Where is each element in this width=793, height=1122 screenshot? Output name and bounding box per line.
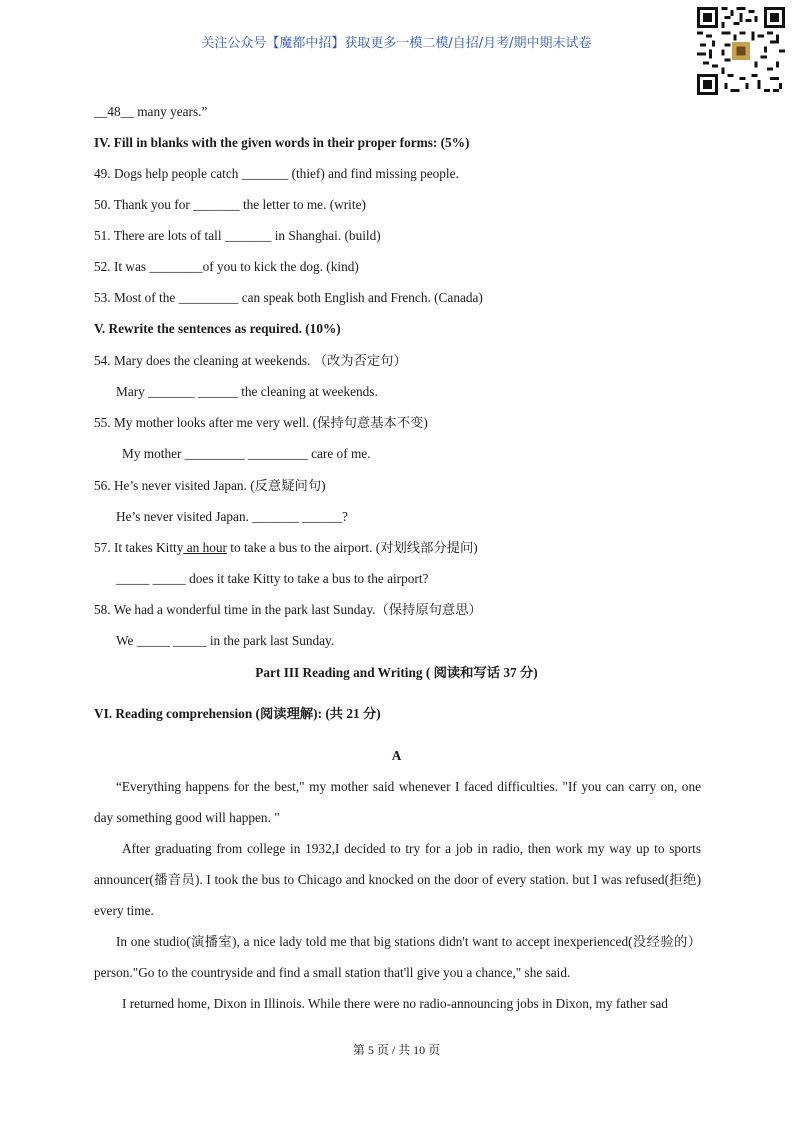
question-54: 54. Mary does the cleaning at weekends. （改为否定句）: [94, 353, 407, 368]
question-56-answer: He’s never visited Japan. _______ ______?: [116, 509, 348, 524]
continuation-line-48: __48__ many years.”: [94, 104, 208, 119]
part-iii-title: Part III Reading and Writing ( 阅读和写话 37 分): [255, 665, 538, 680]
qr-code-image: [697, 7, 785, 95]
question-54-answer: Mary _______ ______ the cleaning at weekends.: [116, 384, 378, 399]
question-55: 55. My mother looks after me very well. (保持句意基本不变): [94, 415, 428, 430]
question-50: 50. Thank you for _______ the letter to me. (write): [94, 197, 366, 212]
question-58: 58. We had a wonderful time in the park last Sunday.（保持原句意思）: [94, 602, 482, 617]
passage-label: A: [391, 748, 402, 763]
section-vi-title: VI. Reading comprehension (阅读理解): (共 21 分): [94, 706, 381, 721]
promo-header: 关注公众号【魔都中招】获取更多一模二模/自招/月考/期中期末试卷: [201, 36, 592, 51]
section-v-title: V. Rewrite the sentences as required. (10%): [94, 321, 341, 336]
question-51: 51. There are lots of tall _______ in Shanghai. (build): [94, 228, 381, 243]
question-58-answer: We _____ _____ in the park last Sunday.: [116, 633, 335, 648]
question-57-text-end: to take a bus to the airport. (对划线部分提问): [226, 540, 478, 555]
passage-paragraph-3: In one studio(演播室), a nice lady told me that big stations didn't want to accept inexperienced(没经验的） person."Go to the countryside and find a small station that'll give you a chance," she said.: [94, 934, 701, 980]
section-iv-title: IV. Fill in blanks with the given words in their proper forms: (5%): [94, 135, 470, 150]
passage-paragraph-2: After graduating from college in 1932,I decided to try for a job in radio, then work my way up to sports announcer(播音员). I took the bus to Chicago and knocked on the door of every station. but I was refused(拒绝) every time.: [94, 841, 701, 918]
question-53: 53. Most of the _________ can speak both English and French. (Canada): [94, 290, 483, 305]
question-52: 52. It was ________of you to kick the dog. (kind): [94, 259, 359, 274]
question-55-answer: My mother _________ _________ care of me.: [122, 446, 371, 461]
question-57: [94, 539, 478, 557]
question-57-answer: _____ _____ does it take Kitty to take a bus to the airport?: [116, 571, 429, 586]
question-57-underlined: an hour: [183, 540, 227, 555]
passage-paragraph-4: I returned home, Dixon in Illinois. While there were no radio-announcing jobs in Dixon, my father sad: [122, 996, 668, 1011]
question-49: 49. Dogs help people catch _______ (thief) and find missing people.: [94, 166, 459, 181]
question-56: 56. He’s never visited Japan. (反意疑问句): [94, 478, 326, 493]
passage-paragraph-1: “Everything happens for the best," my mother said whenever I faced difficulties. "If you can carry on, one day something good will happen. ": [94, 779, 701, 825]
page-number-footer: 第 5 页 / 共 10 页: [352, 1043, 441, 1057]
question-57-text: 57. It takes Kitty: [94, 540, 184, 555]
